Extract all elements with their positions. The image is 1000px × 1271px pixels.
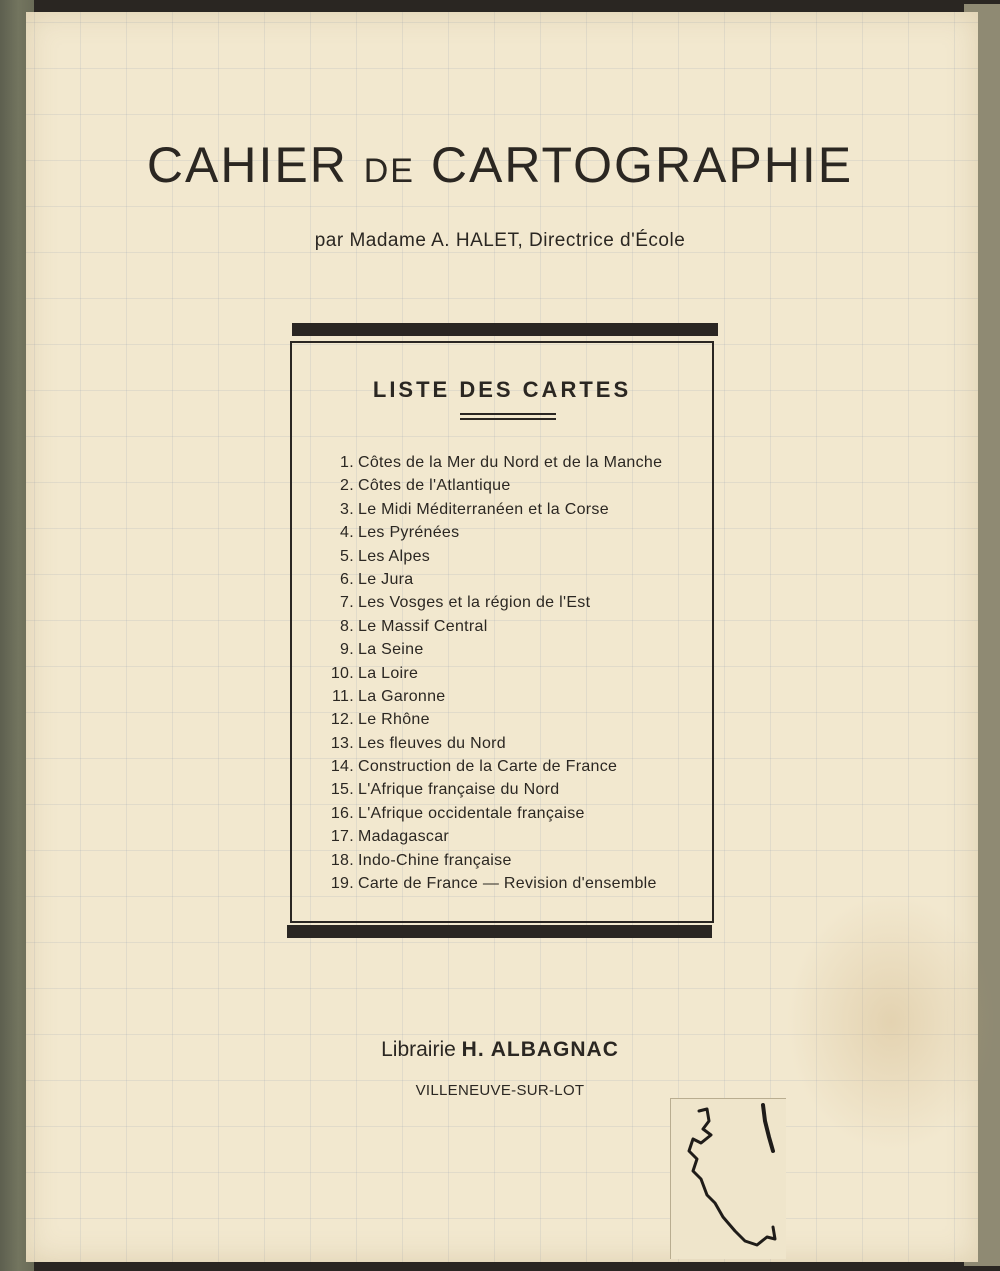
contents-item-number: 16. — [330, 804, 354, 822]
contents-item-label: Le Midi Méditerranéen et la Corse — [358, 500, 609, 518]
heading-rule-top — [460, 413, 556, 415]
contents-item — [312, 732, 662, 755]
contents-item-label: Carte de France — Revision d'ensemble — [358, 875, 657, 893]
contents-item-label: Le Jura — [358, 570, 414, 588]
bottom-thick-bar — [287, 925, 712, 938]
torn-label-patch — [670, 1098, 786, 1259]
contents-item-label: L'Afrique française du Nord — [358, 781, 560, 799]
contents-item — [312, 498, 662, 521]
contents-item-label: Les fleuves du Nord — [358, 734, 507, 752]
contents-item — [312, 474, 662, 497]
contents-item-number: 13. — [330, 734, 354, 752]
contents-item-label: Les Pyrénées — [358, 524, 460, 542]
contents-item-label: Côtes de l'Atlantique — [358, 477, 511, 495]
contents-item-label: Le Rhône — [358, 711, 430, 729]
contents-item-label: La Loire — [358, 664, 419, 682]
contents-item-number: 17. — [330, 828, 354, 846]
contents-item-label: Construction de la Carte de France — [358, 758, 618, 776]
contents-item-label: Les Vosges et la région de l'Est — [358, 594, 591, 612]
contents-item — [312, 591, 662, 614]
contents-item-number: 5. — [340, 547, 354, 565]
contents-item — [312, 638, 662, 661]
contents-item — [312, 615, 662, 638]
contents-item — [312, 451, 662, 474]
contents-item-number: 12. — [330, 711, 354, 729]
contents-box — [290, 341, 714, 923]
contents-heading: LISTE DES CARTES — [372, 377, 632, 402]
top-thick-bar — [292, 323, 718, 336]
contents-item-number: 15. — [330, 781, 354, 799]
contents-item-number: 8. — [340, 617, 354, 635]
contents-item — [312, 778, 662, 801]
contents-item-number: 10. — [330, 664, 354, 682]
contents-item-number: 19. — [330, 875, 354, 893]
contents-item-label: Côtes de la Mer du Nord et de la Manche — [358, 454, 663, 471]
contents-item — [312, 568, 662, 591]
contents-item-number: 6. — [340, 570, 354, 588]
contents-item-number: 1. — [340, 454, 354, 471]
contents-item-number: 18. — [330, 851, 354, 869]
contents-item — [312, 802, 662, 825]
publisher-house: H. ALBAGNAC — [461, 1038, 619, 1061]
contents-item-number: 2. — [340, 477, 354, 495]
contents-item-label: Madagascar — [358, 828, 450, 846]
contents-item — [312, 872, 662, 895]
contents-item-number: 4. — [340, 524, 354, 542]
title-word-de: DE — [363, 152, 415, 190]
paper-stain — [786, 892, 996, 1152]
author-line: par Madame A. HALET, Directrice d'École — [314, 230, 686, 251]
contents-item-label: Les Alpes — [358, 547, 431, 565]
contents-item-number: 3. — [340, 500, 354, 518]
contents-item-label: Indo-Chine française — [358, 851, 512, 869]
heading-rule-bottom — [460, 418, 556, 420]
title-word-cartographie: CARTOGRAPHIE — [430, 137, 854, 193]
publisher-city: VILLENEUVE-SUR-LOT — [415, 1082, 585, 1099]
contents-item — [312, 662, 662, 685]
contents-item-number: 9. — [340, 641, 354, 659]
contents-item — [312, 521, 662, 544]
contents-item-label: La Garonne — [358, 687, 446, 705]
contents-item — [312, 545, 662, 568]
publisher-prefix: Librairie — [381, 1038, 456, 1061]
contents-item-number: 11. — [332, 687, 354, 705]
contents-item-label: L'Afrique occidentale française — [358, 804, 585, 822]
contents-list — [312, 451, 662, 895]
contents-item-number: 7. — [340, 594, 354, 612]
contents-item-number: 14. — [330, 758, 354, 776]
contents-item — [312, 825, 662, 848]
publisher-name — [0, 1038, 1000, 1062]
contents-item — [312, 849, 662, 872]
contents-item — [312, 685, 662, 708]
contents-item — [312, 708, 662, 731]
contents-item-label: Le Massif Central — [358, 617, 488, 635]
map-fragment-drawing — [671, 1099, 786, 1259]
contents-item — [312, 755, 662, 778]
title-word-cahier: CAHIER — [146, 137, 348, 193]
cover-title — [0, 137, 1000, 193]
contents-item-label: La Seine — [358, 641, 424, 659]
